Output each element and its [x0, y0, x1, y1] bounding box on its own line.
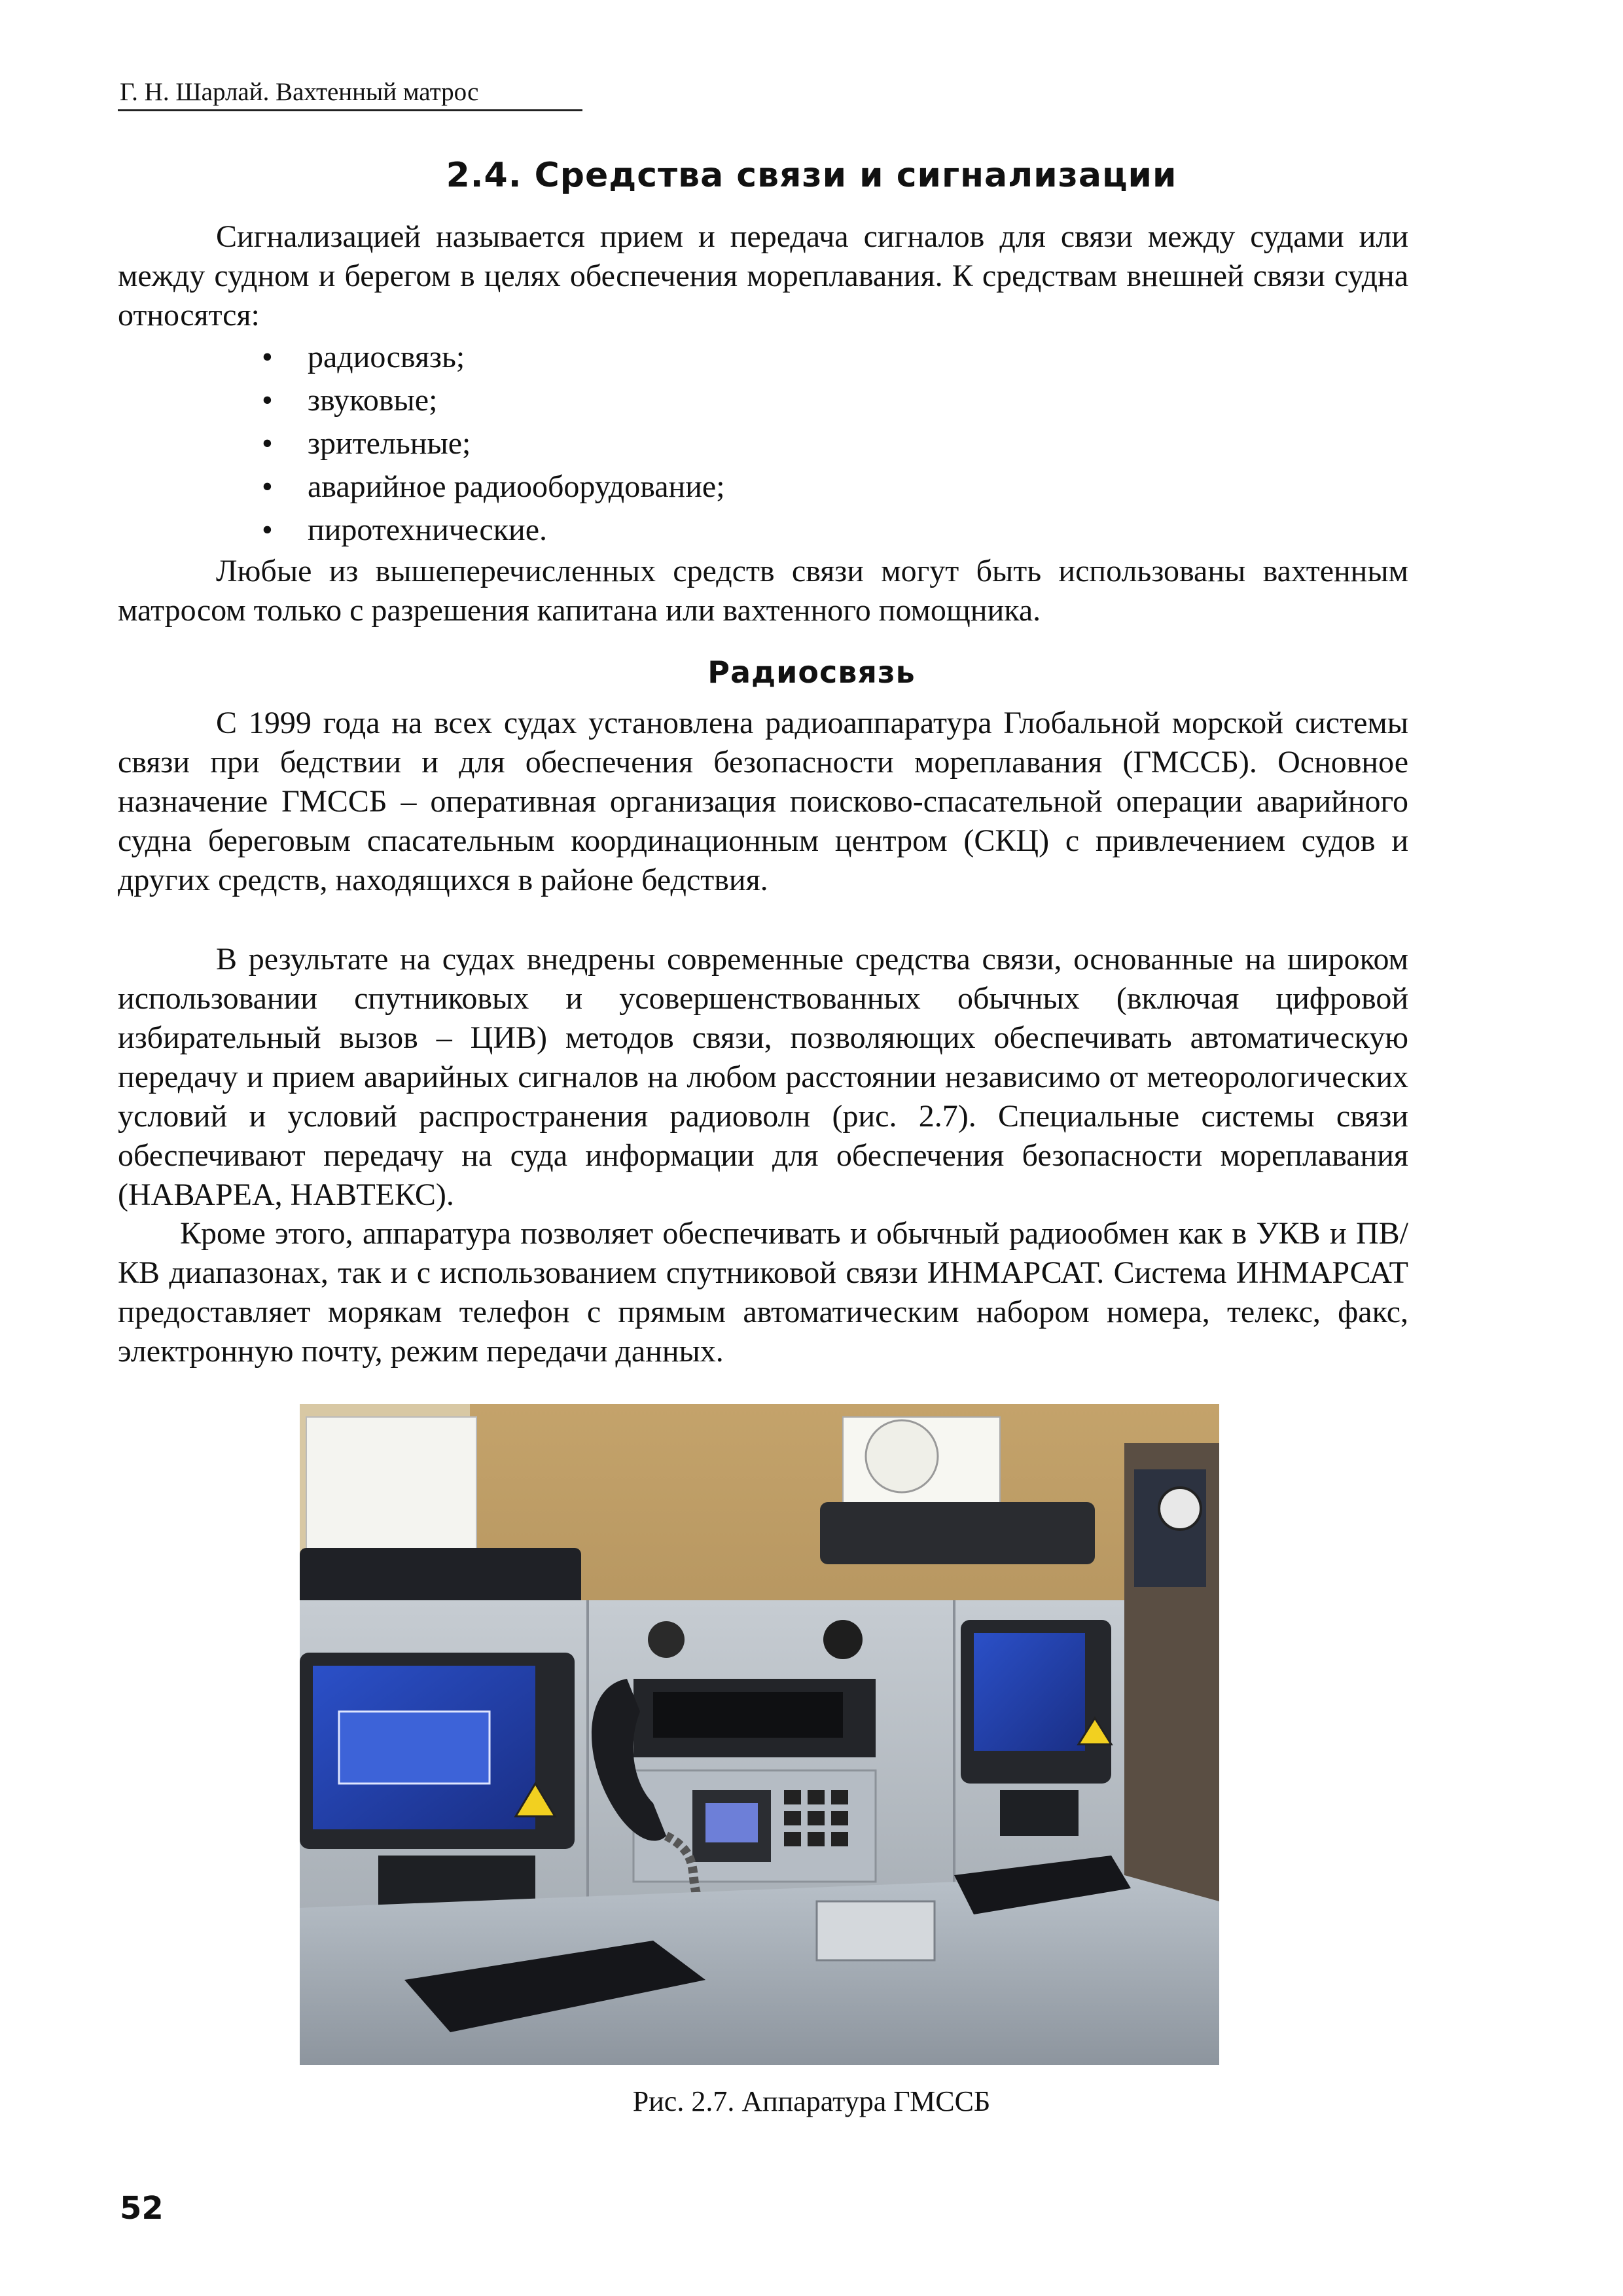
running-head-rule [118, 109, 582, 111]
figure-caption: Рис. 2.7. Аппаратура ГМССБ [632, 2085, 991, 2117]
radio-paragraph-3: Кроме этого, аппаратура позволяет обеспечивать и обычный радиообмен как в УКВ и ПВ/КВ диапазонах, так и с использованием спутниковой связи ИНМАРСАТ. Система ИНМАРСАТ предоставляет морякам телефон с прямым автоматическим набором номера, телекс, факс, электронную почту, режим передачи данных. [118, 1216, 1408, 1369]
communication-means-list [262, 336, 725, 552]
radio-paragraph-1: С 1999 года на всех судах установлена радиоаппаратура Глобальной морской системы связи при бедствии и для обеспечения безопасности мореплавания (ГМССБ). Основное назначение ГМССБ – оперативная организация поисково-спасательной операции аварийного судна береговым спасательным координационным центром (СКЦ) с привлечением судов и других средств, находящихся в районе бедствия. [118, 706, 1408, 897]
page-number: 52 [120, 2190, 164, 2227]
subsection-title: Радиосвязь [707, 655, 916, 690]
running-head: Г. Н. Шарлай. Вахтенный матрос [120, 78, 479, 106]
section-title: 2.4. Средства связи и сигнализации [446, 156, 1177, 195]
list-item: • пиротехнические. [262, 509, 725, 552]
list-item: • зрительные; [262, 422, 725, 465]
gmdss-equipment-photo [300, 1404, 1219, 2065]
intro-paragraph: Сигнализацией называется прием и передача сигналов для связи между судами или между судном и берегом в целях обеспечения мореплавания. К средствам внешней связи судна относятся: [118, 219, 1408, 332]
note-paragraph: Любые из вышеперечисленных средств связи могут быть использованы вахтенным матросом только с разрешения капитана или вахтенного помощника. [118, 554, 1408, 628]
radio-paragraph-2: В результате на судах внедрены современные средства связи, основанные на широком использовании спутниковых и усовершенствованных обычных (включая цифровой избирательный вызов – ЦИВ) методов связи, позволяющих обеспечивать автоматическую передачу и прием аварийных сигналов на любом расстоянии независимо от метеорологических условий и условий распространения радиоволн (рис. 2.7). Специальные системы связи обеспечивают передачу на суда информации для обеспечения безопасности мореплавания (НАВАРЕА, НАВТЕКС). [118, 942, 1408, 1212]
photo-illustration [300, 1404, 1219, 2065]
list-item: • радиосвязь; [262, 336, 725, 379]
list-item: • аварийное радиооборудование; [262, 465, 725, 509]
list-item: • звуковые; [262, 379, 725, 422]
